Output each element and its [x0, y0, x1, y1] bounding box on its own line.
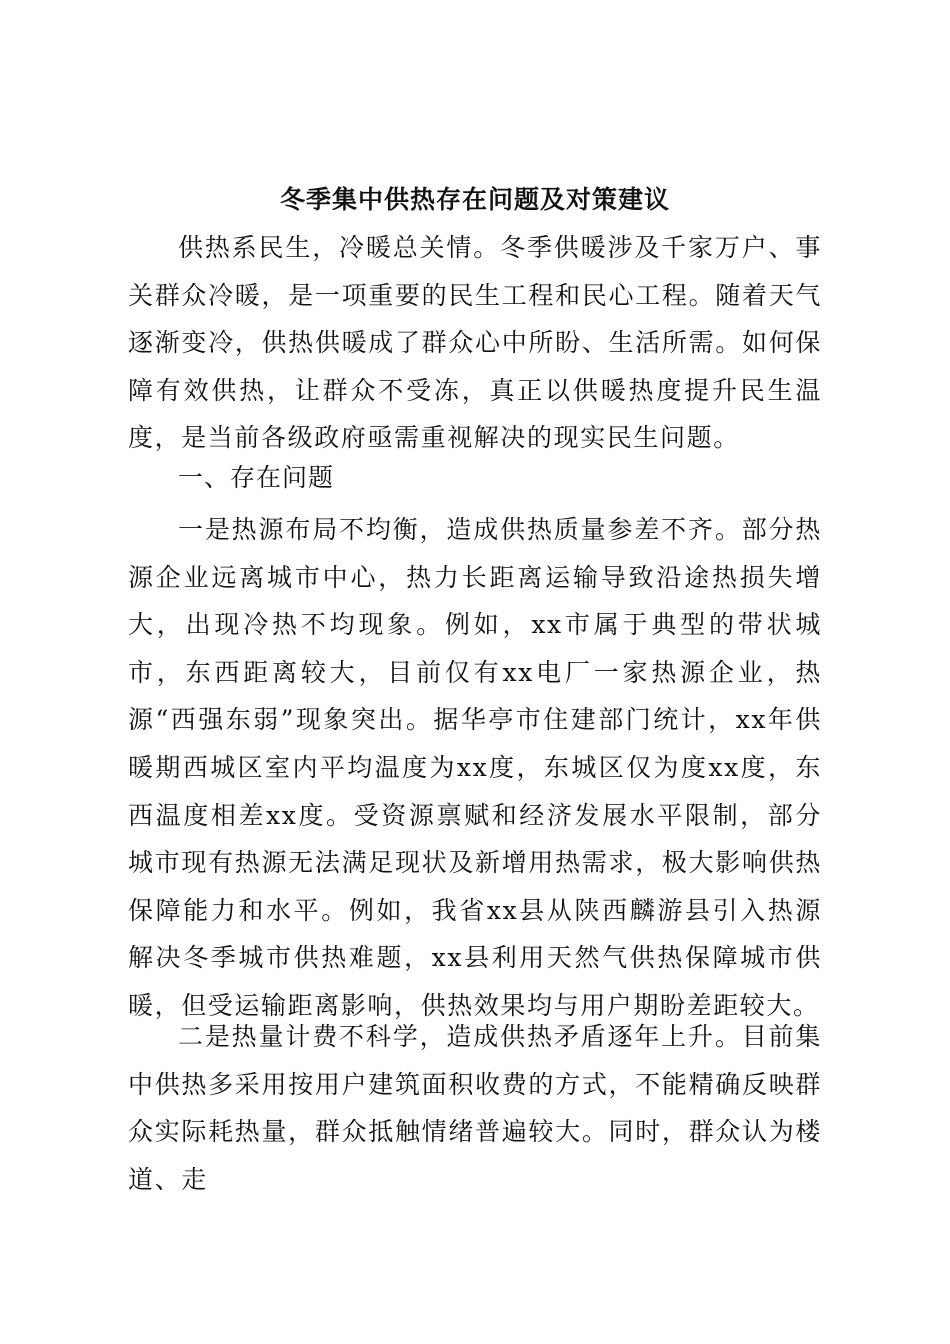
intro-paragraph: 供热系民生，冷暖总关情。冬季供暖涉及千家万户、事关群众冷暖，是一项重要的民生工程和民心工程。随着天气逐渐变冷，供热供暖成了群众心中所盼、生活所需。如何保障有效供热，让群众不受冻，真正以供暖热度提升民生温度，是当前各级政府亟需重视解决的现实民生问题。	[128, 233, 822, 453]
section-heading: 一、存在问题	[178, 463, 335, 492]
document-title: 冬季集中供热存在问题及对策建议	[279, 185, 670, 214]
point-one-paragraph: 一是热源布局不均衡，造成供热质量参差不齐。部分热源企业远离城市中心，热力长距离运输导致沿途热损失增大，出现冷热不均现象。例如，xx市属于典型的带状城市，东西距离较大，目前仅有xx电厂一家热源企业，热源“西强东弱”现象突出。据华亭市住建部门统计，xx年供暖期西城区室内平均温度为xx度，东城区仅为度xx度，东西温度相差xx度。受资源禀赋和经济发展水平限制，部分城市现有热源无法满足现状及新增用热需求，极大影响供热保障能力和水平。例如，我省xx县从陕西麟游县引入热源解决冬季城市供热难题，xx县利用天然气供热保障城市供暖，但受运输距离影响，供热效果均与用户期盼差距较大。	[128, 515, 822, 1020]
point-two-paragraph: 二是热量计费不科学，造成供热矛盾逐年上升。目前集中供热多采用按用户建筑面积收费的方式，不能精确反映群众实际耗热量，群众抵触情绪普遍较大。同时，群众认为楼道、走	[128, 1022, 822, 1194]
